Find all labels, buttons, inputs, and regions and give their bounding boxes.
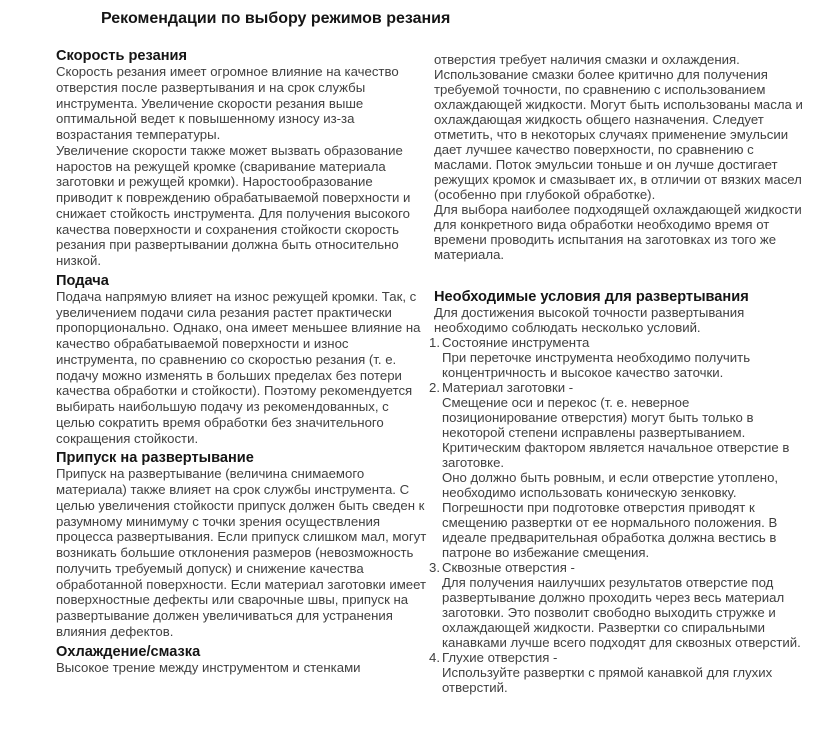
list-item-number: 4. [429, 650, 440, 665]
section-reaming-conditions [429, 289, 806, 695]
list-item-number: 3. [429, 560, 440, 575]
paragraph: Смещение оси и перекос (т. е. неверное позиционирование отверстия) могут быть только в некоторой степени исправлены развертыванием. Критическим фактором является начальное отверстие в заготовке. [442, 395, 790, 470]
section-heading: Охлаждение/смазка [56, 643, 201, 660]
list-item-workpiece-material [429, 380, 806, 560]
two-column-layout [56, 48, 814, 695]
list-item-blind-holes [429, 650, 806, 695]
left-column [56, 48, 430, 695]
section-feed [56, 273, 430, 447]
list-item-title: Материал заготовки - [442, 380, 574, 395]
section-heading: Припуск на развертывание [56, 450, 254, 467]
paragraph: Увеличение скорости также может вызвать образование наростов на режущей кромке (сваривание материала заготовки и режущей кромки). Наростообразование приводит к повреждению обрабатываемой поверхности и снижает стойкость инструмента. Для получения высокого качества поверхности и сохранения стойкости скорость резания при развертывании должна быть относительно низкой. [56, 142, 411, 268]
list-item-title: Сквозные отверстия - [442, 560, 575, 575]
list-item-tool-condition [429, 335, 806, 380]
paragraph: Припуск на развертывание (величина снимаемого материала) также влияет на срок службы инструмента. С целью увеличения стойкости припуск должен быть сведен к разумному минимуму с точки зрения осуществления процесса развертывания. Если припуск слишком мал, могут возникать большие отклонения размеров (невозможность получить требуемый допуск) и снижение качества обработанной поверхности. Если материал заготовки имеет поверхностные дефекты или сварочные швы, припуск на развертывание должен увеличиваться для устранения влияния дефектов. [56, 466, 427, 639]
page-title: Рекомендации по выбору режимов резания [101, 10, 451, 27]
paragraph: отверстия требует наличия смазки и охлаждения. Использование смазки более критично для получения требуемой точности, по сравнению с использованием охлаждающей жидкости. Могут быть использованы масла и охлаждающая жидкость общего назначения. Следует отметить, что в некоторых случаях применение эмульсии дает лучшее качество поверхности, по сравнению с маслами. Поток эмульсии тоньше и он лучше достигает режущих кромок и смазывает их, в отличии от вязких масел (особенно при глубокой обработке). [434, 52, 803, 202]
list-item-title: Глухие отверстия - [442, 650, 558, 665]
section-cutting-speed [56, 48, 430, 269]
list-item-number: 2. [429, 380, 440, 395]
paragraph: Для достижения высокой точности развертывания необходимо соблюдать несколько условий. [434, 305, 745, 335]
list-item-title: Состояние инструмента [442, 335, 590, 350]
paragraph: Скорость резания имеет огромное влияние на качество отверстия после развертывания и на срок службы инструмента. Увеличение скорости резания выше оптимальной ведет к повышенному износу из-за возрастания температуры. [56, 64, 399, 142]
paragraph: Для получения наилучших результатов отверстие под развертывание должно проходить через весь материал заготовки. Это позволит свободно выходить стружке и охлаждающей жидкости. Развертки со спиральными канавками лучше всего подходят для сквозных отверстий. [442, 575, 801, 650]
paragraph: Высокое трение между инструментом и стенками [56, 659, 361, 675]
paragraph: Оно должно быть ровным, и если отверстие утоплено, необходимо использовать коническую зенковку. Погрешности при подготовке отверстия приводят к смещению развертки от ее нормального положения. В идеале предварительная обработка должна вестись в патроне во избежание смещения. [442, 470, 779, 560]
paragraph: Используйте развертки с прямой канавкой для глухих отверстий. [442, 665, 773, 695]
section-reaming-allowance [56, 450, 430, 639]
paragraph: Подача напрямую влияет на износ режущей кромки. Так, с увеличением подачи сила резания растет практически пропорционально. Однако, она имеет меньшее влияние на качество обрабатываемой поверхности и износ инструмента, по сравнению со скоростью резания (т. е. подачу можно изменять в больших пределах без потери качества обработки и стойкости). Поэтому рекомендуется выбирать наибольшую подачу из рекомендованных, с целью сократить время обработки без значительного сокращения стойкости. [56, 288, 421, 446]
list-item-number: 1. [429, 335, 440, 350]
section-heading: Необходимые условия для развертывания [434, 289, 749, 305]
paragraph: При переточке инструмента необходимо получить концентричность и высокое качество заточки. [442, 350, 751, 380]
section-cooling-lubrication [56, 644, 430, 676]
paragraph: Для выбора наиболее подходящей охлаждающей жидкости для конкретного вида обработки необходимо время от времени проводить испытания на заготовках из того же материала. [434, 202, 802, 262]
document-page [0, 10, 814, 695]
section-heading: Подача [56, 272, 109, 289]
list-item-through-holes [429, 560, 806, 650]
right-column [429, 48, 806, 695]
conditions-list [429, 335, 806, 695]
section-heading: Скорость резания [56, 48, 188, 64]
